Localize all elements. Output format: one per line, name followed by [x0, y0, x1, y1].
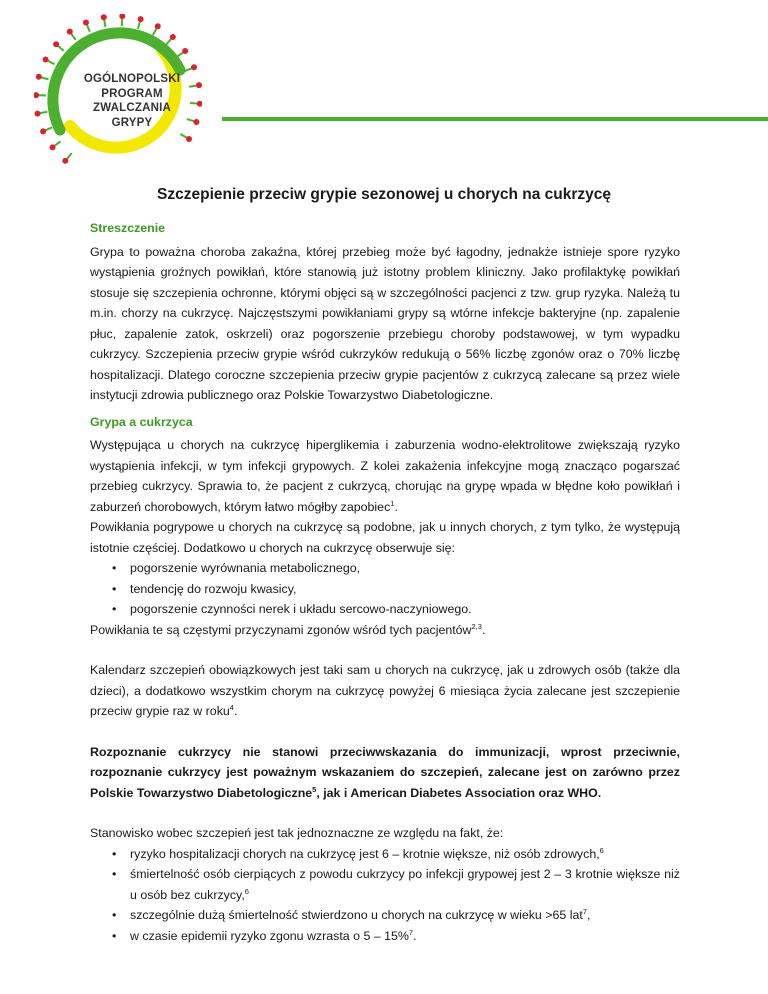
stance-intro: Stanowisko wobec szczepień jest tak jednoznaczne ze względu na fakt, że:	[90, 826, 504, 840]
list-item: • śmiertelność osób cierpiących z powodu cukrzycy po infekcji grypowej jest 2 – 3 krotnie większe niż u osób bez cukrzycy,$^6$	[112, 867, 680, 902]
footnote-ref: 1	[390, 498, 395, 508]
footnote-ref: 6	[244, 886, 249, 896]
spike-tip-icon	[119, 14, 125, 19]
spike-tip-icon	[101, 14, 107, 20]
summary-paragraph: Grypa to poważna choroba zakaźna, której przebieg może być łagodny, jednakże istnieje spore ryzyko wystąpienia groźnych powikłań, które stanowią już istotny problem kliniczny. Jako profilaktykę powikłań stosuje się szczepienia ochronne, którymi objęci są w szczególności pacjenci z tzw. grup ryzyka. Należą tu m.in. chorzy na cukrzycę. Najczęstszymi powikłaniami grypy są wtórne infekcje bakteryjne (np. zapalenie płuc, zapalenie zatok, oskrzeli) oraz pogorszenie przebiegu choroby podstawowej, w tym wypadku cukrzycy. Szczepienia przeciw grypie wśród cukrzyków redukują o 56% liczbę zgonów oraz o 70% liczbę hospitalizacji. Dlatego coroczne szczepienia przeciw grypie pacjentów z cukrzycą zalecane są przez wiele instytucji zdrowia publicznego oraz Polskie Towarzystwo Diabetologiczne.	[90, 244, 680, 402]
calendar-paragraph: Kalendarz szczepień obowiązkowych jest taki sam u chorych na cukrzycę, jak u zdrowych osób (także dla dzieci), a dodatkowo wszystkim chorym na cukrzycę powyżej 6 miesiąca życia zalecane jest szczepienie przeciw grypie raz w roku$^4$.	[90, 663, 680, 718]
list-item: • ryzyko hospitalizacji chorych na cukrzycę jest 6 – krotnie większe, niż osób zdrowych,$^6$	[112, 845, 604, 861]
footnote-ref: 2,3	[471, 621, 482, 631]
spike-tip-icon	[138, 16, 144, 22]
mortality-paragraph: Powikłania te są częstymi przyczynami zgonów wśród tych pacjentów$^{2,3}$.	[90, 621, 486, 637]
document-title: Szczepienie przeciw grypie sezonowej u chorych na cukrzycę	[157, 186, 611, 203]
spike-tip-icon	[43, 57, 49, 63]
list-item: • pogorszenie wyrównania metabolicznego,	[112, 561, 361, 575]
spike-tip-icon	[191, 64, 197, 70]
spike-tip-icon	[35, 111, 41, 117]
program-logo	[34, 14, 202, 182]
spike-tip-icon	[36, 74, 42, 80]
spike-tip-icon	[67, 29, 73, 35]
list-item: • pogorszenie czynności nerek i układu sercowo-naczyniowego.	[112, 602, 472, 616]
complications-paragraph: Powikłania pogrypowe u chorych na cukrzycę są podobne, jak u innych chorych, z tym tylko, że występują istotnie częściej. Dodatkowo u chorych na cukrzycę obserwuje się:	[90, 520, 680, 555]
section-heading-flu-diabetes: Grypa a cukrzyca	[90, 414, 193, 429]
footnote-ref: 6	[599, 845, 604, 855]
recommendation-paragraph: Rozpoznanie cukrzycy nie stanowi przeciwwskazania do immunizacji, wprost przeciwnie, rozpoznanie cukrzycy jest poważnym wskazaniem do szczepień, zalecane jest on zarówno przez Polskie Towarzystwo Diabetologiczne$^5$, jak i American Diabetes Association oraz WHO.	[90, 744, 680, 800]
spike-tip-icon	[34, 92, 39, 98]
list-item: • szczególnie dużą śmiertelność stwierdzono u chorych na cukrzycę w wieku >65 lat$^7$,	[112, 906, 591, 922]
spike-tip-icon	[53, 41, 59, 47]
list-item: • w czasie epidemii ryzyko zgonu wzrasta o 5 – 15%$^7$.	[112, 927, 417, 943]
footnote-ref: 4	[229, 702, 234, 712]
spike-tip-icon	[170, 34, 176, 40]
stance-list	[90, 844, 680, 947]
logo-line: GRYPY	[111, 116, 153, 129]
footnote-ref: 7	[582, 906, 587, 916]
spike-tip-icon	[197, 101, 202, 107]
spike-tip-icon	[155, 23, 161, 29]
logo-line: PROGRAM	[101, 87, 163, 100]
footnote-ref: 7	[408, 927, 414, 937]
flu-diabetes-paragraph: Występująca u chorych na cukrzycę hiperglikemia i zaburzenia wodno-elektrolitowe zwiększają ryzyko wystąpienia infekcji, w tym infekcji grypowych. Z kolei zakażenia infekcyjne mogą znacząco pogarszać przebieg cukrzycy. Sprawia to, że pacjent z cukrzycą, chorując na grypę wpada w błędne koło powikłań i zaburzeń chorobowych, którym łatwo mógłby zapobiec$^1$.	[90, 438, 680, 514]
logo-line: OGÓLNOPOLSKI	[83, 73, 181, 85]
footnote-ref: 5	[312, 784, 317, 794]
spike-tip-icon	[62, 158, 68, 164]
header-rule	[222, 117, 768, 121]
logo-line: ZWALCZANIA	[92, 102, 171, 114]
spike-tip-icon	[182, 48, 188, 54]
spike-tip-icon	[193, 119, 199, 125]
spike-tip-icon	[40, 128, 46, 134]
logo-text	[82, 72, 182, 130]
complications-list	[90, 558, 680, 620]
spike-tip-icon	[83, 20, 89, 26]
spike-tip-icon	[196, 82, 202, 88]
document-body	[90, 218, 680, 946]
list-item: • tendencję do rozwoju kwasicy,	[112, 581, 297, 596]
section-heading-summary: Streszczenie	[90, 221, 166, 235]
spike-tip-icon	[186, 136, 192, 142]
spike-tip-icon	[50, 144, 56, 150]
